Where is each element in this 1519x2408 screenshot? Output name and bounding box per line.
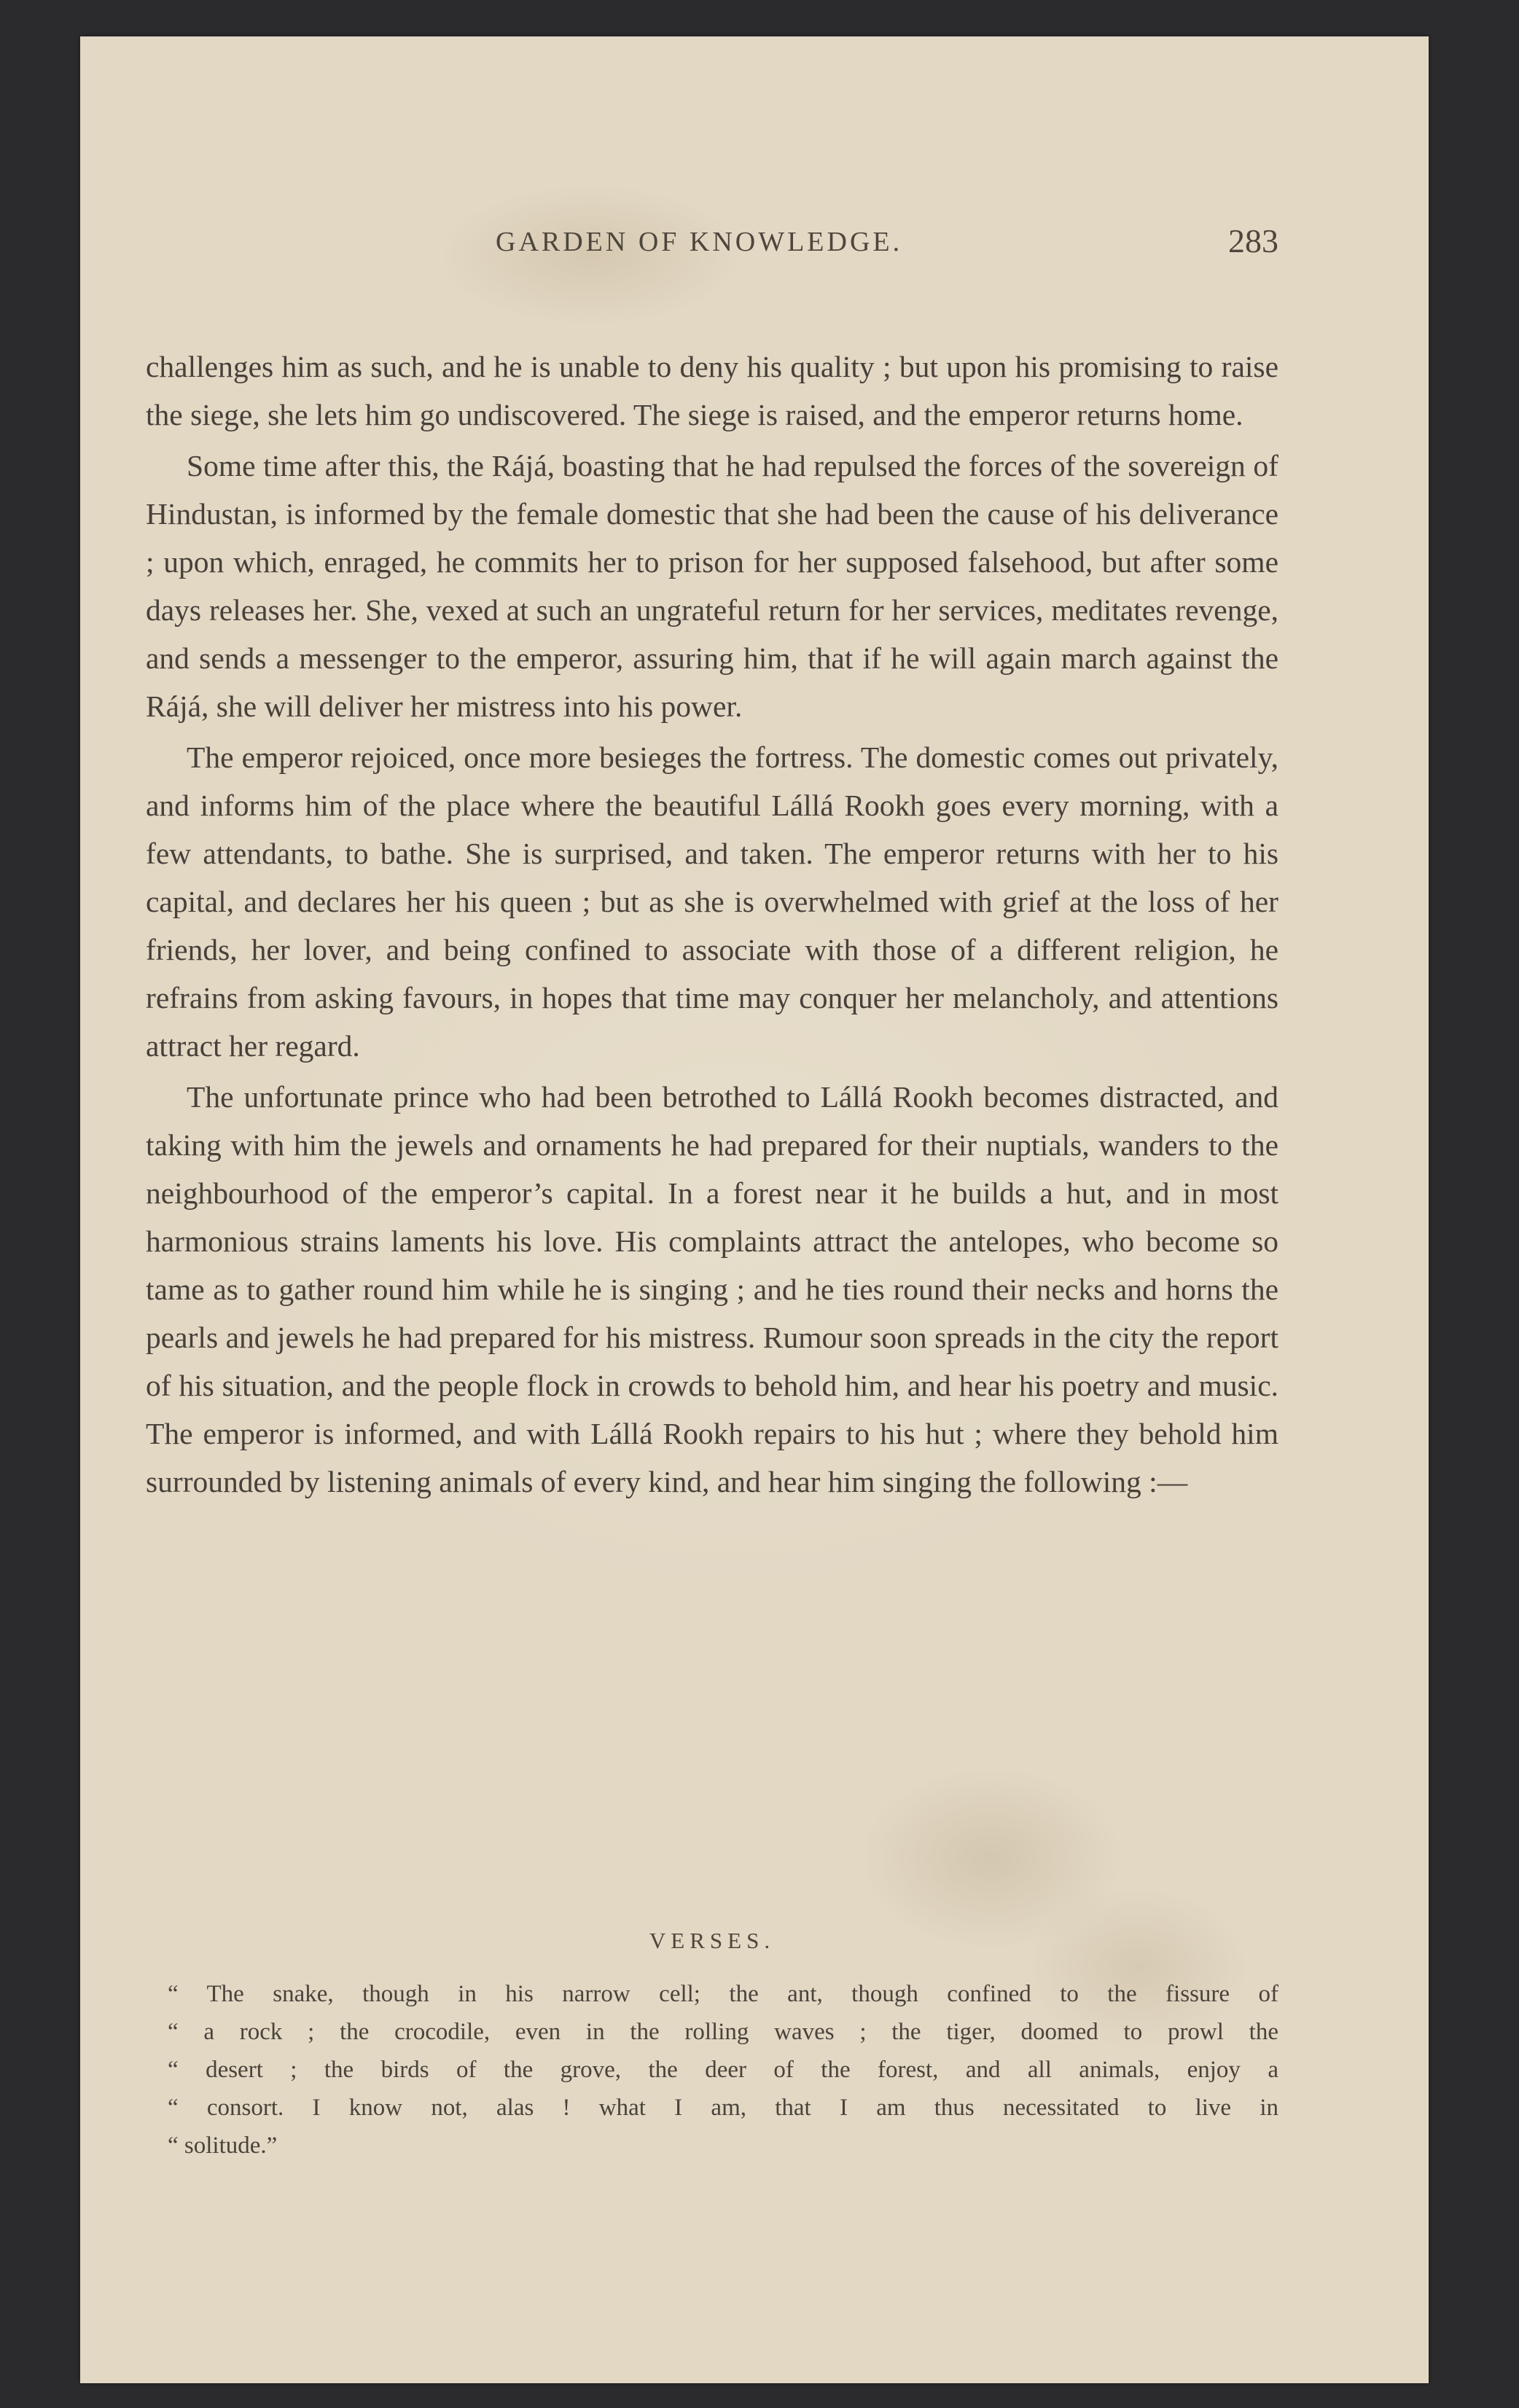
page-number: 283: [1228, 222, 1278, 259]
paragraph: challenges him as such, and he is unable to deny his quality ; but upon his promising to raise the siege, she lets him go undiscovered. The siege is raised, and the emperor returns home.: [146, 350, 1278, 431]
body-text: [146, 343, 1278, 1509]
page-header: [408, 222, 1278, 270]
verse-line: “ The snake, though in his narrow cell; the ant, though confined to the fissure of: [168, 1981, 1278, 2007]
verse-line: “ a rock ; the crocodile, even in the rolling waves ; the tiger, doomed to prowl the: [168, 2019, 1278, 2045]
verse-line: “ desert ; the birds of the grove, the deer of the forest, and all animals, enjoy a: [168, 2057, 1278, 2083]
paragraph: The unfortunate prince who had been betrothed to Lállá Rookh becomes distracted, and taking with him the jewels and ornaments he had prepared for their nuptials, wanders to the neighbourhood of the emperor’s capital. In a forest near it he builds a hut, and in most harmonious strains laments his love. His complaints attract the antelopes, who become so tame as to gather round him while he is singing ; and he ties round their necks and horns the pearls and jewels he had prepared for his mistress. Rumour soon spreads in the city the report of his situation, and the people flock in crowds to behold him, and hear his poetry and music. The emperor is informed, and with Lállá Rookh repairs to his hut ; where they behold him surrounded by listening animals of every kind, and hear him singing the following :—: [146, 1080, 1278, 1498]
paragraph: The emperor rejoiced, once more besieges the fortress. The domestic comes out privately, and informs him of the place where the beautiful Lállá Rookh goes every morning, with a few attendants, to bathe. She is surprised, and taken. The emperor returns with her to his capital, and declares her his queen ; but as she is overwhelmed with grief at the loss of her friends, her lover, and being confined to associate with those of a different religion, he refrains from asking favours, in hopes that time may conquer her melancholy, and attentions attract her regard.: [146, 740, 1278, 1063]
running-head: GARDEN OF KNOWLEDGE.: [496, 227, 903, 257]
paragraph: Some time after this, the Rájá, boasting that he had repulsed the forces of the sovereign of Hindustan, is informed by the female domestic that she had been the cause of his deliverance ; upon which, enraged, he commits her to prison for her supposed falsehood, but after some days releases her. She, vexed at such an ungrateful return for her services, meditates revenge, and sends a messenger to the emperor, assuring him, that if he will again march against the Rájá, she will deliver her mistress into his power.: [146, 449, 1278, 723]
verses-block: [168, 1975, 1278, 2165]
verse-line: “ consort. I know not, alas ! what I am, that I am thus necessitated to live in: [168, 2095, 1278, 2121]
verse-line: “ solitude.”: [168, 2133, 278, 2159]
verses-heading: VERSES.: [649, 1928, 776, 1953]
